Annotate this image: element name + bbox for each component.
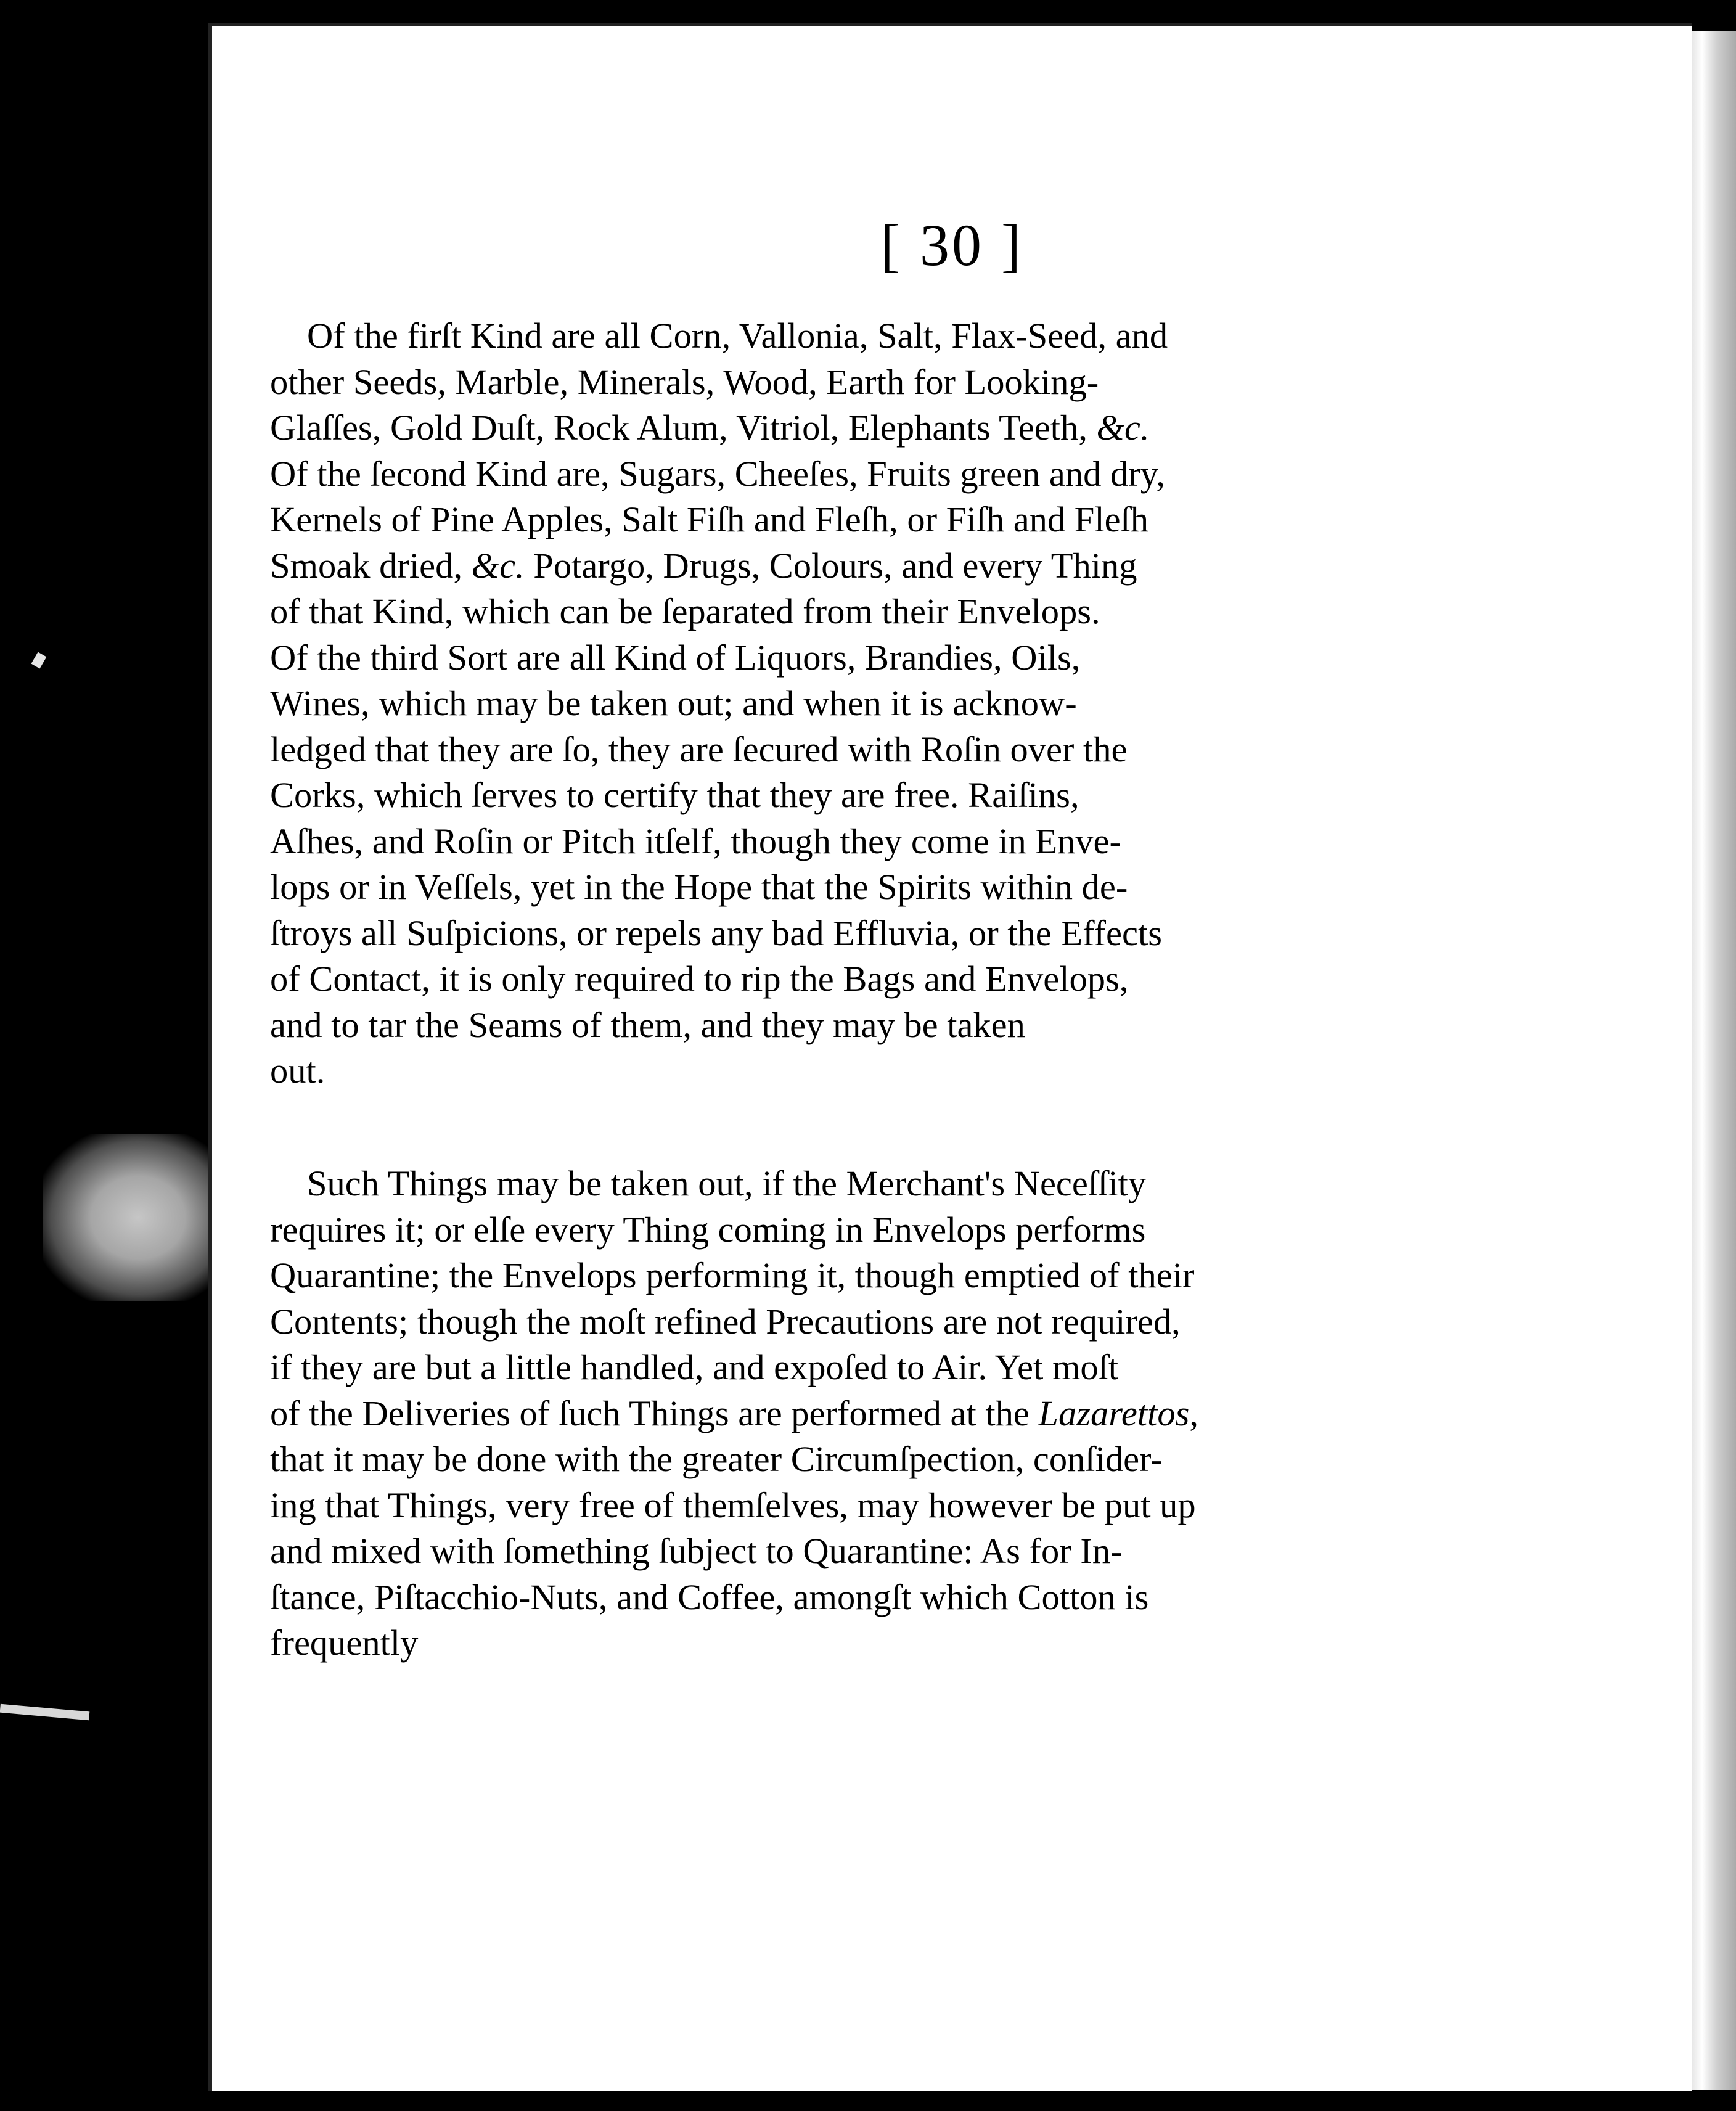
- text-line: Glaſſes, Gold Duſt, Rock Alum, Vitriol, Elephants Teeth, &c.: [270, 408, 1150, 448]
- text-line: of that Kind, which can be ſeparated from their Envelops.: [270, 591, 1100, 631]
- page-number: [ 30 ]: [880, 212, 1023, 278]
- text-line: ing that Things, very free of themſelves, may however be put up: [270, 1485, 1196, 1525]
- text-line: ſtance, Piſtacchio-Nuts, and Coffee, amongſt which Cotton is: [270, 1576, 1149, 1617]
- text-line: Kernels of Pine Apples, Salt Fiſh and Fleſh, or Fiſh and Fleſh: [270, 499, 1149, 539]
- text-line: Corks, which ſerves to certify that they are free. Raiſins,: [270, 775, 1079, 815]
- text-line: and to tar the Seams of them, and they may be taken: [270, 1004, 1025, 1045]
- paragraph-1: [270, 313, 1534, 1094]
- text-line: Smoak dried, &c. Potargo, Drugs, Colours, and every Thing: [270, 545, 1137, 586]
- text-line: that it may be done with the greater Circumſpection, conſider-: [270, 1439, 1163, 1479]
- text-line: requires it; or elſe every Thing coming in Envelops performs: [270, 1209, 1146, 1250]
- text-line: if they are but a little handled, and expoſed to Air. Yet moſt: [270, 1347, 1119, 1387]
- text-line: out.: [270, 1051, 326, 1091]
- text-line: ſtroys all Suſpicions, or repels any bad Effluvia, or the Effects: [270, 912, 1162, 953]
- text-line: lops or in Veſſels, yet in the Hope that the Spirits within de-: [270, 867, 1128, 907]
- text-line: other Seeds, Marble, Minerals, Wood, Earth for Looking-: [270, 361, 1099, 402]
- page-edge: [1688, 31, 1736, 2090]
- text-line: ledged that they are ſo, they are ſecured with Roſin over the: [270, 729, 1128, 769]
- text-line: Contents; though the moſt refined Precautions are not required,: [270, 1301, 1181, 1342]
- text-line: Aſhes, and Roſin or Pitch itſelf, though they come in Enve-: [270, 821, 1122, 861]
- text-line: Quarantine; the Envelops performing it, though emptied of their: [270, 1255, 1195, 1295]
- text-line: and mixed with ſomething ſubject to Quarantine: As for In-: [270, 1531, 1123, 1571]
- text-line: Of the ſecond Kind are, Sugars, Cheeſes, Fruits green and dry,: [270, 453, 1165, 494]
- scan-smudge: [43, 1134, 216, 1301]
- catchword: frequently: [270, 1623, 419, 1663]
- text-line: Such Things may be taken out, if the Merchant's Neceſſity: [307, 1163, 1147, 1203]
- text-line: of Contact, it is only required to rip the Bags and Envelops,: [270, 959, 1129, 999]
- text-line: Of the third Sort are all Kind of Liquors, Brandies, Oils,: [270, 637, 1081, 678]
- text-line: Wines, which may be taken out; and when it is acknow-: [270, 683, 1077, 723]
- text-line: of the Deliveries of ſuch Things are performed at the Lazarettos,: [270, 1393, 1198, 1433]
- paragraph-2: [270, 1161, 1534, 1666]
- text-line: Of the firſt Kind are all Corn, Vallonia, Salt, Flax-Seed, and: [307, 316, 1168, 356]
